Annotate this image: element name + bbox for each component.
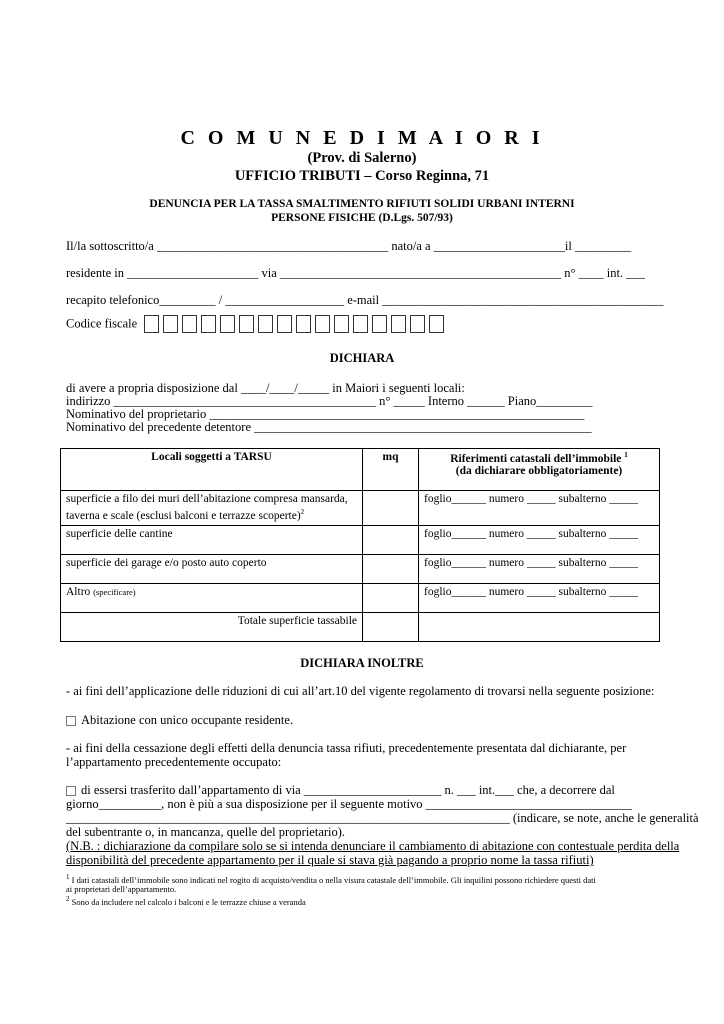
tax-code-char-box[interactable] bbox=[182, 315, 197, 333]
mq-cell[interactable] bbox=[363, 491, 419, 526]
inoltre-heading: DICHIARA INOLTRE bbox=[300, 656, 424, 670]
tax-code-row bbox=[66, 315, 444, 333]
tax-code-char-box[interactable] bbox=[296, 315, 311, 333]
transfer-option[interactable]: di essersi trasferito dall’appartamento di via ______________________ n. ___ int.___ che, a decorrere dal bbox=[66, 783, 615, 798]
tax-code-char-box[interactable] bbox=[353, 315, 368, 333]
tax-code-char-box[interactable] bbox=[410, 315, 425, 333]
header-mq: mq bbox=[363, 449, 419, 491]
cadastral-cell[interactable]: foglio______ numero _____ subalterno _____ bbox=[419, 554, 660, 583]
tax-code-char-box[interactable] bbox=[315, 315, 330, 333]
form-title-line2: PERSONE FISICHE (D.Lgs. 507/93) bbox=[271, 212, 453, 224]
tax-code-char-box[interactable] bbox=[391, 315, 406, 333]
total-empty-cell bbox=[419, 612, 660, 641]
table-row bbox=[61, 554, 660, 583]
dichiara-heading: DICHIARA bbox=[329, 351, 395, 365]
cessation-paragraph-line1: - ai fini della cessazione degli effetti della denuncia tassa rifiuti, precedentemente presentata dal dichiarante, per bbox=[66, 741, 627, 755]
total-mq-cell[interactable] bbox=[363, 612, 419, 641]
owner-line[interactable]: Nominativo del proprietario ____________________________________________________________ bbox=[66, 407, 585, 421]
row-label: Altro (specificare) bbox=[61, 583, 363, 612]
table-row bbox=[61, 583, 660, 612]
mq-cell[interactable] bbox=[363, 525, 419, 554]
municipality-title: C O M U N E D I M A I O R I bbox=[180, 127, 544, 149]
nb-note-line1: (N.B. : dichiarazione da compilare solo se si intenda denunciare il cambiamento di abitazione con contestuale perdita della bbox=[66, 839, 680, 853]
transfer-line3[interactable]: _______________________________________________________________________ (indicare, se note, anche le generalità bbox=[66, 811, 699, 825]
office-line: UFFICIO TRIBUTI – Corso Reginna, 71 bbox=[234, 168, 490, 184]
header-riferimenti: Riferimenti catastali dell’immobile $^1$ (da dichiarare obbligatoriamente) bbox=[419, 449, 660, 491]
single-occupant-checkbox[interactable] bbox=[66, 716, 76, 726]
table-row bbox=[61, 525, 660, 554]
cadastral-cell[interactable]: foglio______ numero _____ subalterno _____ bbox=[419, 491, 660, 526]
tax-code-char-box[interactable] bbox=[334, 315, 349, 333]
table-header-row bbox=[61, 449, 660, 491]
tax-code-char-box[interactable] bbox=[144, 315, 159, 333]
transfer-line4: del subentrante o, in mancanza, quelle del proprietario). bbox=[66, 825, 346, 839]
table-total-row bbox=[61, 612, 660, 641]
footnote-1: $^1$ I dati catastali dell’immobile sono indicati nel rogito di acquisto/vendita o nella visura catastale dell’immobile. Gli inquilini possono richiedere questi dati bbox=[66, 873, 596, 885]
tax-code-char-box[interactable] bbox=[201, 315, 216, 333]
tax-code-char-box[interactable] bbox=[163, 315, 178, 333]
row-label: superficie a filo dei muri dell’abitazione compresa mansarda, taverna e scale (esclusi balconi e terrazze scoperte)$^2$ bbox=[61, 491, 363, 526]
cadastral-cell[interactable]: foglio______ numero _____ subalterno _____ bbox=[419, 583, 660, 612]
table-row bbox=[61, 491, 660, 526]
row-label: superficie dei garage e/o posto auto coperto bbox=[61, 554, 363, 583]
availability-line[interactable]: di avere a propria disposizione dal ____/____/_____ in Maiori i seguenti locali: bbox=[66, 381, 465, 395]
tax-code-char-box[interactable] bbox=[277, 315, 292, 333]
footnote-1-cont: ai proprietari dell’appartamento. bbox=[66, 884, 177, 894]
nb-note-line2: disponibilità del precedente appartamento per il quale si stava già pagando a proprio nome la tassa rifiuti) bbox=[66, 853, 594, 867]
header-locali: Locali soggetti a TARSU bbox=[61, 449, 363, 491]
residence-line[interactable]: residente in _____________________ via _____________________________________________ n° ____ int. ___ bbox=[66, 266, 645, 280]
footnote-2: $^2$ Sono da includere nel calcolo i balconi e le terrazze chiuse a veranda bbox=[66, 895, 306, 907]
tarsu-table bbox=[60, 448, 660, 642]
total-label: Totale superficie tassabile bbox=[61, 612, 363, 641]
tax-code-boxes[interactable] bbox=[144, 315, 444, 333]
single-occupant-option[interactable]: Abitazione con unico occupante residente. bbox=[66, 713, 293, 728]
tax-code-char-box[interactable] bbox=[429, 315, 444, 333]
mq-cell[interactable] bbox=[363, 554, 419, 583]
transfer-line2[interactable]: giorno__________, non è più a sua disposizione per il seguente motivo _________________________________ bbox=[66, 797, 632, 811]
tax-code-char-box[interactable] bbox=[372, 315, 387, 333]
tax-code-char-box[interactable] bbox=[239, 315, 254, 333]
tax-code-char-box[interactable] bbox=[220, 315, 235, 333]
tax-code-label: Codice fiscale bbox=[66, 316, 138, 331]
row-label: superficie delle cantine bbox=[61, 525, 363, 554]
reduction-paragraph: - ai fini dell’applicazione delle riduzioni di cui all’art.10 del vigente regolamento di trovarsi nella seguente posizione: bbox=[66, 684, 655, 698]
cessation-paragraph-line2: l’appartamento precedentemente occupato: bbox=[66, 755, 282, 769]
contact-line[interactable]: recapito telefonico_________ / ___________________ e-mail _____________________________________________ bbox=[66, 293, 664, 307]
transfer-checkbox[interactable] bbox=[66, 786, 76, 796]
address-line[interactable]: indirizzo __________________________________________ n° _____ Interno ______ Piano_________ bbox=[66, 394, 593, 408]
form-title-line1: DENUNCIA PER LA TASSA SMALTIMENTO RIFIUTI SOLIDI URBANI INTERNI bbox=[149, 198, 575, 210]
declarant-name-line[interactable]: Il/la sottoscritto/a _____________________________________ nato/a a _____________________il _________ bbox=[66, 239, 632, 253]
mq-cell[interactable] bbox=[363, 583, 419, 612]
tax-code-char-box[interactable] bbox=[258, 315, 273, 333]
previous-holder-line[interactable]: Nominativo del precedente detentore ______________________________________________________ bbox=[66, 420, 592, 434]
cadastral-cell[interactable]: foglio______ numero _____ subalterno _____ bbox=[419, 525, 660, 554]
province-line: (Prov. di Salerno) bbox=[307, 150, 417, 166]
